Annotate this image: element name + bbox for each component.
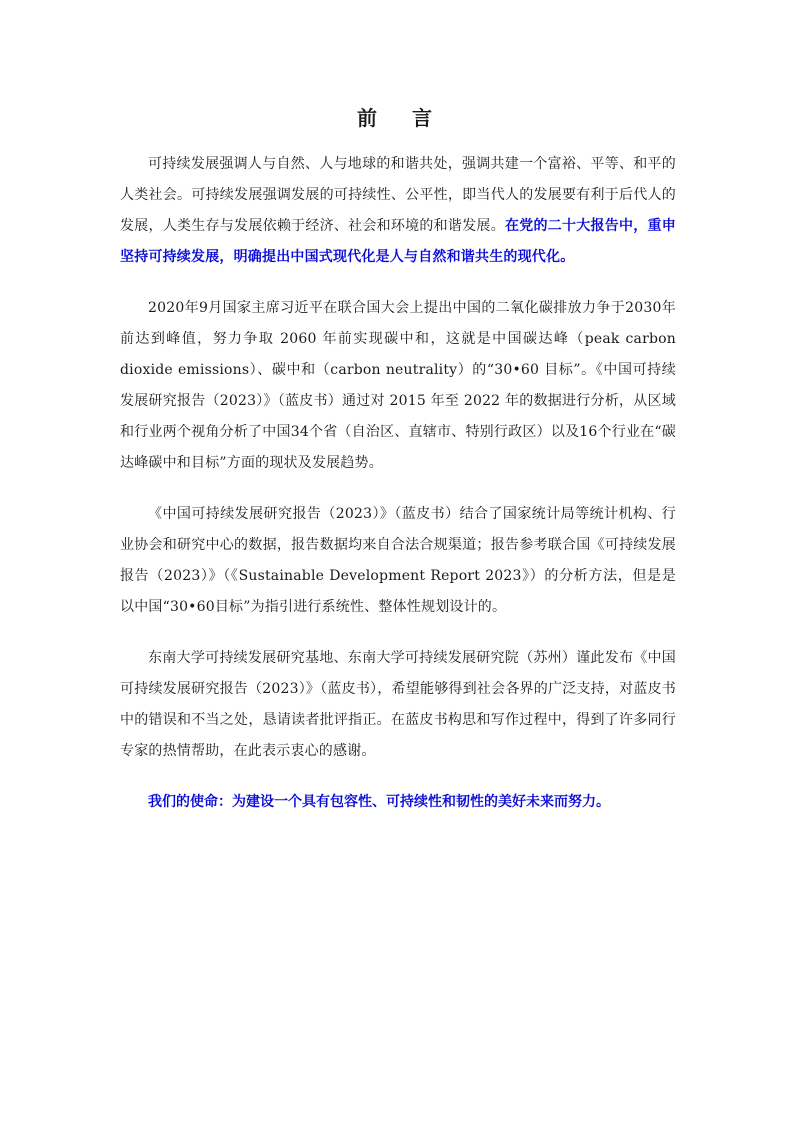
paragraph-carbon-goals: 2020年9月国家主席习近平在联合国大会上提出中国的二氧化碳排放力争于2030年前达到峰值，努力争取 2060 年前实现碳中和，这就是中国碳达峰（peak carbon dioxide emissions）、碳中和（carbon neutrality）的“30•60 目标”。《中国可持续发展研究报告（2023）》（蓝皮书）通过对 2015 年至 2022 年的数据进行分析，从区域和行业两个视角分析了中国34个省（自治区、直辖市、特别行政区）以及16个行业在“碳达峰碳中和目标”方面的现状及发展趋势。 [120, 300, 676, 471]
paragraph-intro-highlight: 在党的二十大报告中，重申坚持可持续发展，明确提出中国式现代化是人与自然和谐共生的现代化。 [120, 218, 676, 265]
document-body [120, 149, 676, 818]
mission-statement: 我们的使命：为建设一个具有包容性、可持续性和韧性的美好未来而努力。 [148, 794, 610, 810]
paragraph-intro [120, 149, 676, 273]
paragraph-intro-text: 可持续发展强调人与自然、人与地球的和谐共处，强调共建一个富裕、平等、和平的人类社会。可持续发展强调发展的可持续性、公平性，即当代人的发展要有利于后代人的发展，人类生存与发展依赖于经济、社会和环境的和谐发展。 [120, 156, 676, 234]
paragraph-data-sources: 《中国可持续发展研究报告（2023）》（蓝皮书）结合了国家统计局等统计机构、行业协会和研究中心的数据，报告数据均来自合法合规渠道；报告参考联合国《可持续发展报告（2023）》（《Sustainable Development Report 2023》）的分析方法，但是是以中国“30•60目标”为指引进行系统性、整体性规划设计的。 [120, 506, 676, 615]
page-title: 前 言 [357, 106, 446, 130]
paragraph-acknowledgement: 东南大学可持续发展研究基地、东南大学可持续发展研究院（苏州）谨此发布《中国可持续发展研究报告（2023）》（蓝皮书），希望能够得到社会各界的广泛支持，对蓝皮书中的错误和不当之处，恳请读者批评指正。在蓝皮书构思和写作过程中，得到了许多同行专家的热情帮助，在此表示衷心的感谢。 [120, 650, 676, 759]
